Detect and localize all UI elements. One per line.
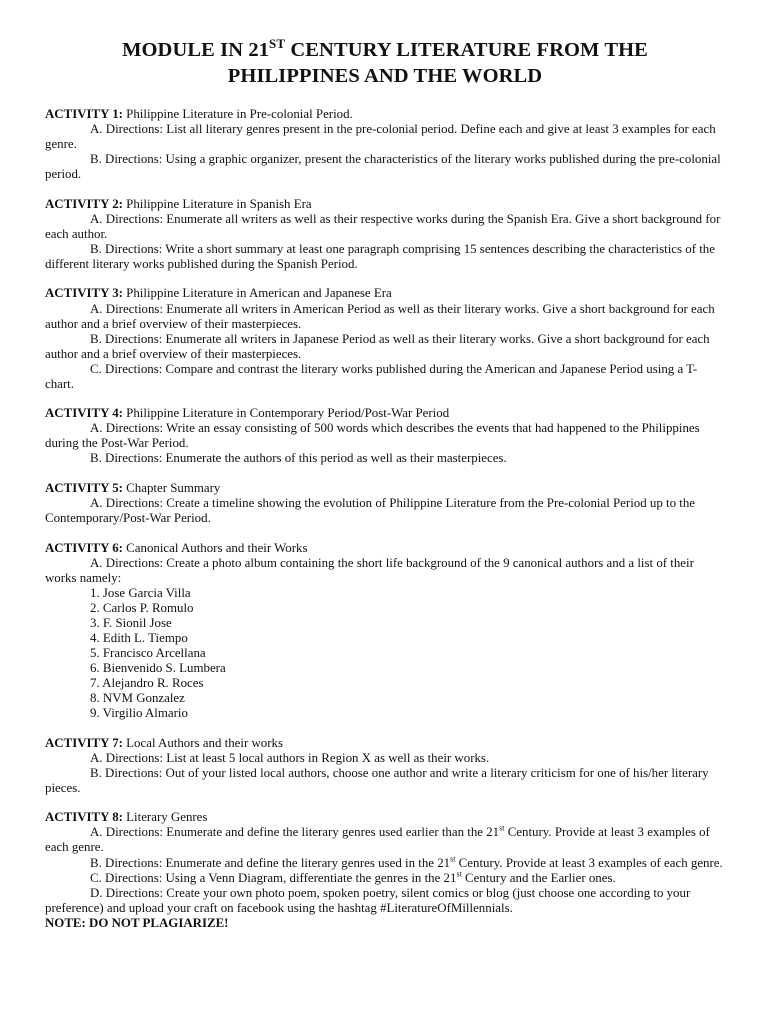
list-item: 6. Bienvenido S. Lumbera: [90, 661, 226, 675]
direction-b: B. Directions: Enumerate and define the literary genres used in the 21st Century. Provide at least 3 examples of each genre.: [90, 854, 723, 870]
direction-c: C. Directions: Compare and contrast the literary works published during the American and Japanese Period using a T-chart.: [45, 361, 698, 391]
activity-heading: ACTIVITY 3: Philippine Literature in American and Japanese Era: [45, 286, 392, 301]
activity-5: [45, 481, 725, 526]
activity-heading: ACTIVITY 2: Philippine Literature in Spanish Era: [45, 196, 312, 211]
direction-a: A. Directions: Create a timeline showing the evolution of Philippine Literature from the Pre-colonial Period up to the Contemporary/Post-War Period.: [45, 496, 695, 526]
document-page: [45, 38, 725, 931]
list-item: 5. Francisco Arcellana: [90, 645, 206, 660]
direction-a: A. Directions: Enumerate all writers in American Period as well as their literary works. Give a short background for each author and a brief overview of their masterpieces.: [45, 301, 715, 331]
activity-heading: ACTIVITY 8: Literary Genres: [45, 810, 208, 825]
list-item: 8. NVM Gonzalez: [90, 691, 185, 706]
direction-b: B. Directions: Enumerate the authors of this period as well as their masterpieces.: [90, 451, 507, 466]
canonical-authors-list: [45, 586, 725, 721]
activity-heading: ACTIVITY 5: Chapter Summary: [45, 480, 221, 495]
activity-4: [45, 406, 725, 466]
list-item: 3. F. Sionil Jose: [90, 615, 172, 630]
direction-a: A. Directions: Write an essay consisting of 500 words which describes the events that had happened to the Philippines during the Post-War Period.: [45, 421, 700, 451]
title-line-1: MODULE IN 21ST CENTURY LITERATURE FROM THE: [122, 36, 648, 61]
activity-1: [45, 107, 725, 182]
direction-a: A. Directions: List all literary genres present in the pre-colonial period. Define each and give at least 3 examples for each genre.: [45, 122, 716, 152]
document-title: [45, 38, 725, 88]
activity-7: [45, 736, 725, 796]
direction-c: C. Directions: Using a Venn Diagram, differentiate the genres in the 21st Century and the Earlier ones.: [90, 869, 616, 885]
direction-a: A. Directions: Enumerate all writers as well as their respective works during the Spanish Era. Give a short background for each author.: [45, 211, 721, 241]
activity-heading: ACTIVITY 1: Philippine Literature in Pre-colonial Period.: [45, 107, 353, 121]
direction-a: A. Directions: List at least 5 local authors in Region X as well as their works.: [90, 750, 490, 765]
direction-b: B. Directions: Write a short summary at least one paragraph comprising 15 sentences describing the characteristics of the different literary works published during the Spanish Period.: [45, 241, 715, 271]
activity-heading: ACTIVITY 6: Canonical Authors and their Works: [45, 540, 308, 555]
activity-3: [45, 286, 725, 391]
direction-a: A. Directions: Enumerate and define the literary genres used earlier than the 21st Century. Provide at least 3 examples of each genre.: [45, 824, 710, 855]
direction-b: B. Directions: Using a graphic organizer, present the characteristics of the literary works published during the pre-colonial period.: [45, 152, 721, 182]
direction-d: D. Directions: Create your own photo poem, spoken poetry, silent comics or blog (just choose one according to your preference) and upload your craft on facebook using the hashtag #LiteratureOfMillennials.: [45, 885, 691, 915]
activity-heading: ACTIVITY 4: Philippine Literature in Contemporary Period/Post-War Period: [45, 406, 450, 421]
direction-b: B. Directions: Out of your listed local authors, choose one author and write a literary criticism for one of his/her literary pieces.: [45, 765, 709, 795]
activity-6: [45, 541, 725, 722]
list-item: 1. Jose Garcia Villa: [90, 585, 191, 600]
activity-2: [45, 197, 725, 272]
direction-a: A. Directions: Create a photo album containing the short life background of the 9 canonical authors and a list of their works namely:: [45, 555, 694, 585]
list-item: 4. Edith L. Tiempo: [90, 630, 188, 645]
activity-heading: ACTIVITY 7: Local Authors and their works: [45, 735, 283, 750]
list-item: 2. Carlos P. Romulo: [90, 600, 194, 615]
activity-8: [45, 810, 725, 930]
title-superscript: ST: [269, 36, 286, 51]
title-line-2: PHILIPPINES AND THE WORLD: [227, 65, 543, 87]
plagiarism-note: NOTE: DO NOT PLAGIARIZE!: [45, 915, 229, 930]
list-item: 9. Virgilio Almario: [90, 706, 188, 721]
direction-b: B. Directions: Enumerate all writers in Japanese Period as well as their literary works. Give a short background for each author and a brief overview of their masterpieces.: [45, 331, 710, 361]
list-item: 7. Alejandro R. Roces: [90, 676, 204, 691]
